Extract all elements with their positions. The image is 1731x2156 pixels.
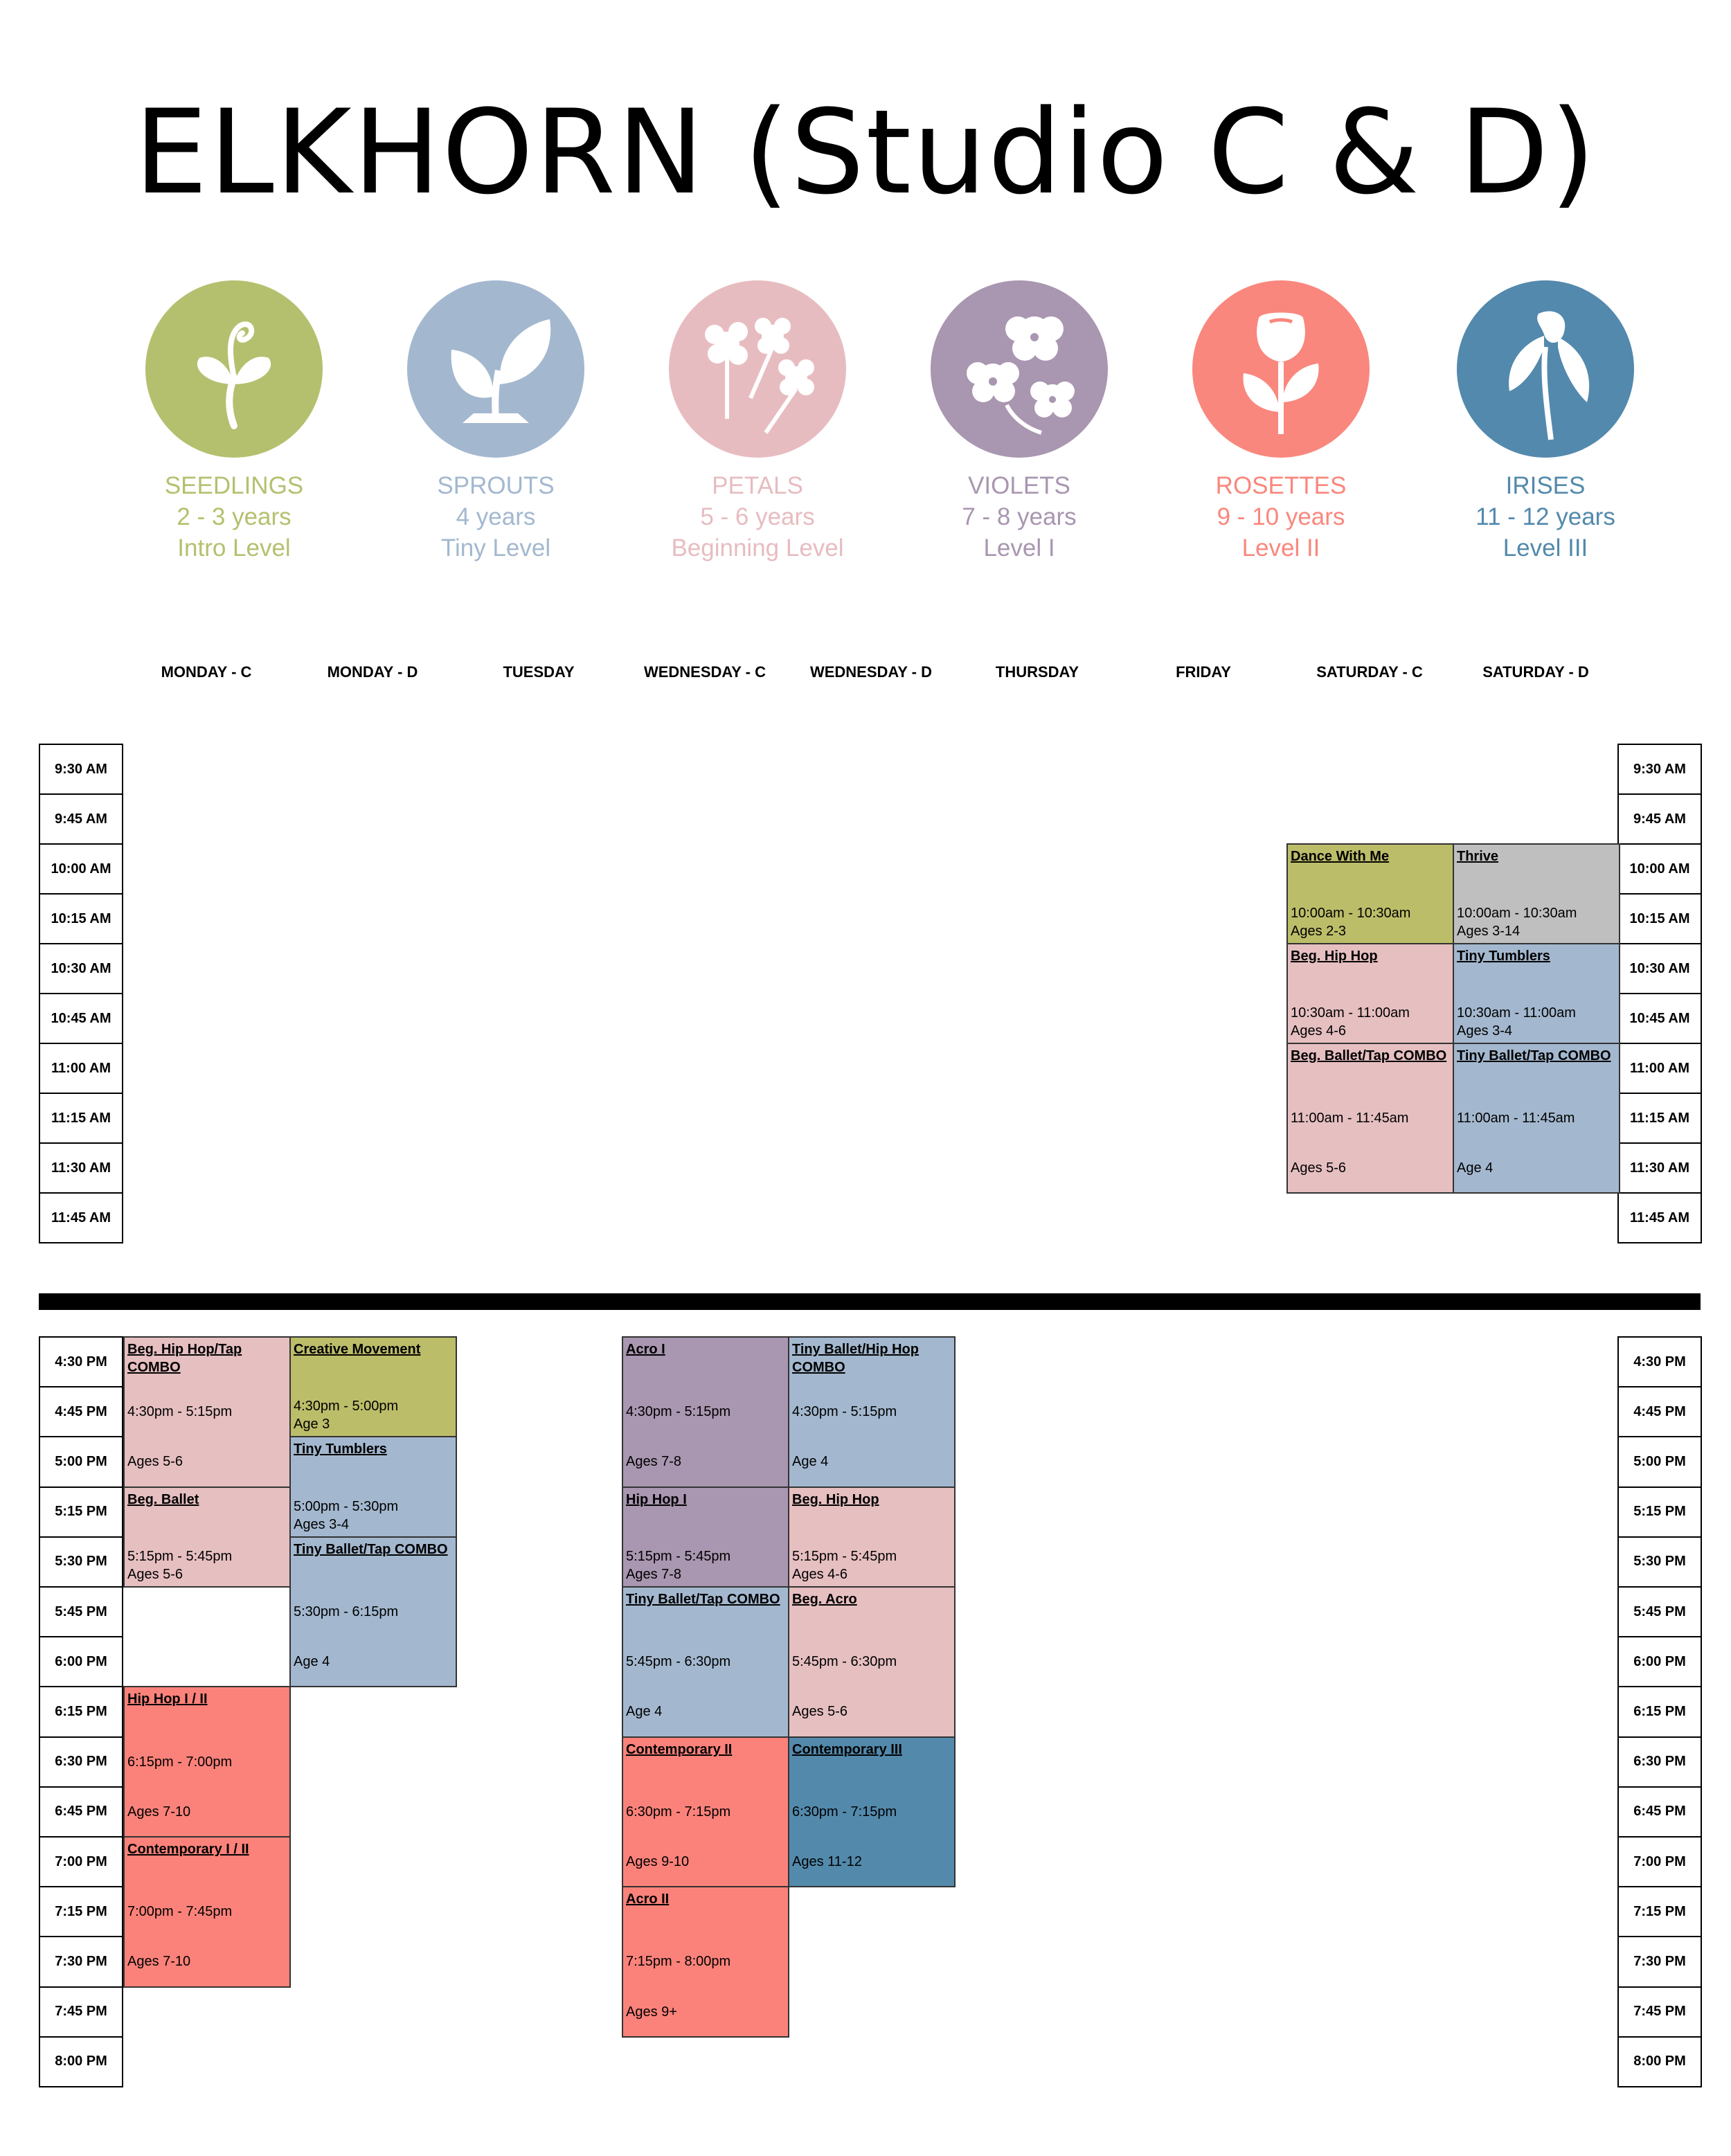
time-slot-left: 6:30 PM — [39, 1736, 123, 1788]
time-slot-left: 11:30 AM — [39, 1142, 123, 1194]
time-slot-right: 6:00 PM — [1617, 1636, 1702, 1687]
time-slot-right: 11:30 AM — [1617, 1142, 1702, 1194]
level-label: Level II — [1241, 534, 1320, 562]
class-block[interactable] — [622, 1736, 789, 1888]
class-time: 5:45pm - 6:30pm — [626, 1654, 731, 1670]
class-ages: Age 4 — [294, 1654, 330, 1670]
class-block[interactable] — [1453, 843, 1620, 944]
time-slot-left: 7:15 PM — [39, 1886, 123, 1937]
class-ages: Ages 9+ — [626, 2004, 677, 2020]
class-name: Hip Hop I — [626, 1491, 687, 1507]
class-ages: Ages 7-10 — [127, 1804, 191, 1820]
time-slot-right: 5:30 PM — [1617, 1536, 1702, 1588]
class-ages: Ages 9-10 — [626, 1853, 690, 1869]
class-name: Tiny Tumblers — [294, 1441, 387, 1457]
class-name: Beg. Hip Hop — [792, 1491, 879, 1507]
day-header-wednesday-c: WEDNESDAY - C — [643, 663, 766, 681]
level-name: SPROUTS — [437, 472, 555, 499]
class-ages: Ages 3-4 — [294, 1516, 350, 1532]
class-ages: Ages 7-8 — [626, 1566, 682, 1582]
class-ages: Ages 11-12 — [792, 1853, 862, 1869]
class-block[interactable] — [1286, 1043, 1454, 1194]
class-name: Beg. Hip Hop — [1291, 949, 1378, 964]
class-name: Contemporary II — [626, 1741, 733, 1757]
class-block[interactable] — [289, 1436, 457, 1537]
time-slot-right: 10:15 AM — [1617, 893, 1702, 944]
class-block[interactable] — [289, 1536, 457, 1688]
class-name: Beg. Hip Hop/Tap COMBO — [127, 1342, 242, 1375]
day-header-monday-d: MONDAY - D — [327, 663, 418, 681]
rose-icon — [1192, 280, 1370, 458]
level-ages: 11 - 12 years — [1476, 503, 1615, 530]
class-ages: Ages 5-6 — [127, 1566, 183, 1582]
day-header-saturday-c: SATURDAY - C — [1316, 663, 1423, 681]
class-name: Contemporary III — [792, 1741, 902, 1757]
class-name: Tiny Ballet/Hip Hop COMBO — [792, 1342, 919, 1375]
class-ages: Ages 3-14 — [1457, 924, 1521, 939]
class-block[interactable] — [123, 1486, 291, 1588]
day-header-thursday: THURSDAY — [995, 663, 1079, 681]
class-time: 5:30pm - 6:15pm — [294, 1603, 399, 1619]
time-slot-left: 6:15 PM — [39, 1686, 123, 1737]
class-ages: Age 4 — [1457, 1160, 1494, 1176]
level-irises — [1442, 280, 1649, 564]
time-slot-left: 5:00 PM — [39, 1436, 123, 1487]
class-time: 4:30pm - 5:00pm — [294, 1399, 399, 1414]
class-name: Beg. Acro — [792, 1592, 857, 1607]
class-block[interactable] — [123, 1836, 291, 1988]
level-ages: 9 - 10 years — [1217, 503, 1345, 530]
class-block[interactable] — [1453, 943, 1620, 1044]
class-block[interactable] — [622, 1586, 789, 1738]
class-time: 4:30pm - 5:15pm — [127, 1404, 233, 1420]
time-slot-right: 11:45 AM — [1617, 1192, 1702, 1243]
time-slot-right: 8:00 PM — [1617, 2036, 1702, 2087]
class-time: 5:45pm - 6:30pm — [792, 1654, 897, 1670]
class-block[interactable] — [622, 1336, 789, 1488]
class-time: 4:30pm - 5:15pm — [792, 1404, 897, 1420]
time-slot-left: 6:45 PM — [39, 1786, 123, 1838]
time-slot-left: 10:45 AM — [39, 993, 123, 1044]
class-ages: Ages 7-10 — [127, 1954, 191, 1970]
level-violets — [915, 280, 1123, 564]
time-slot-left: 5:45 PM — [39, 1586, 123, 1637]
class-ages: Ages 4-6 — [792, 1566, 848, 1582]
class-time: 6:15pm - 7:00pm — [127, 1754, 233, 1770]
time-slot-left: 9:45 AM — [39, 793, 123, 845]
class-name: Contemporary I / II — [127, 1842, 249, 1857]
class-ages: Age 4 — [792, 1454, 829, 1470]
time-slot-left: 5:15 PM — [39, 1486, 123, 1538]
day-header-saturday-d: SATURDAY - D — [1482, 663, 1589, 681]
time-slot-right: 10:00 AM — [1617, 843, 1702, 895]
time-slot-right: 9:30 AM — [1617, 744, 1702, 795]
time-slot-right: 6:15 PM — [1617, 1686, 1702, 1737]
class-name: Beg. Ballet — [127, 1491, 199, 1507]
level-sprouts — [392, 280, 600, 564]
violet-flowers-icon — [931, 280, 1108, 458]
class-time: 7:00pm - 7:45pm — [127, 1904, 233, 1920]
class-time: 6:30pm - 7:15pm — [792, 1804, 897, 1820]
class-ages: Age 3 — [294, 1417, 330, 1432]
class-time: 10:00am - 10:30am — [1291, 906, 1411, 921]
class-time: 6:30pm - 7:15pm — [626, 1804, 731, 1820]
time-slot-left: 11:15 AM — [39, 1093, 123, 1144]
class-time: 7:15pm - 8:00pm — [626, 1954, 731, 1970]
class-block[interactable] — [788, 1736, 956, 1888]
class-name: Tiny Ballet/Tap COMBO — [1457, 1048, 1611, 1063]
class-name: Thrive — [1457, 849, 1499, 864]
class-block[interactable] — [788, 1336, 956, 1488]
petals-flowers-icon — [669, 280, 846, 458]
class-name: Tiny Ballet/Tap COMBO — [294, 1541, 448, 1557]
time-slot-right: 6:45 PM — [1617, 1786, 1702, 1838]
class-ages: Ages 5-6 — [127, 1454, 183, 1470]
time-slot-left: 7:30 PM — [39, 1936, 123, 1987]
level-name: IRISES — [1505, 472, 1586, 499]
level-rosettes — [1177, 280, 1385, 564]
level-seedlings — [130, 280, 338, 564]
level-petals — [654, 280, 861, 564]
time-slot-right: 4:45 PM — [1617, 1386, 1702, 1437]
time-slot-left: 10:30 AM — [39, 943, 123, 994]
time-slot-right: 5:45 PM — [1617, 1586, 1702, 1637]
time-slot-right: 7:45 PM — [1617, 1986, 1702, 2038]
class-time: 11:00am - 11:45am — [1457, 1111, 1575, 1126]
class-name: Tiny Ballet/Tap COMBO — [626, 1592, 780, 1607]
time-slot-right: 10:45 AM — [1617, 993, 1702, 1044]
level-label: Level I — [983, 534, 1055, 562]
class-time: 10:30am - 11:00am — [1457, 1005, 1576, 1021]
class-block[interactable] — [1286, 843, 1454, 944]
class-block[interactable] — [123, 1686, 291, 1838]
day-header-monday-c: MONDAY - C — [161, 663, 252, 681]
sprout-icon — [407, 280, 584, 458]
class-name: Dance With Me — [1291, 849, 1390, 864]
time-slot-right: 5:00 PM — [1617, 1436, 1702, 1487]
level-ages: 5 - 6 years — [700, 503, 815, 530]
time-slot-right: 5:15 PM — [1617, 1486, 1702, 1538]
class-time: 5:15pm - 5:45pm — [127, 1548, 233, 1564]
level-name: VIOLETS — [968, 472, 1070, 499]
time-slot-right: 4:30 PM — [1617, 1336, 1702, 1387]
class-block[interactable] — [1286, 943, 1454, 1044]
level-ages: 2 - 3 years — [177, 503, 292, 530]
time-slot-left: 9:30 AM — [39, 744, 123, 795]
time-slot-left: 7:00 PM — [39, 1836, 123, 1887]
time-slot-left: 5:30 PM — [39, 1536, 123, 1588]
section-divider — [39, 1293, 1701, 1310]
level-ages: 4 years — [456, 503, 536, 530]
time-slot-right: 6:30 PM — [1617, 1736, 1702, 1788]
time-slot-left: 10:00 AM — [39, 843, 123, 895]
level-name: PETALS — [712, 472, 803, 499]
class-ages: Ages 3-4 — [1457, 1023, 1513, 1039]
class-block[interactable] — [622, 1486, 789, 1588]
class-time: 10:00am - 10:30am — [1457, 906, 1577, 921]
class-ages: Ages 5-6 — [792, 1704, 848, 1720]
level-ages: 7 - 8 years — [962, 503, 1077, 530]
class-block[interactable] — [788, 1586, 956, 1738]
time-slot-right: 10:30 AM — [1617, 943, 1702, 994]
class-ages: Ages 4-6 — [1291, 1023, 1347, 1039]
class-name: Hip Hop I / II — [127, 1691, 208, 1707]
time-slot-left: 6:00 PM — [39, 1636, 123, 1687]
class-name: Tiny Tumblers — [1457, 949, 1550, 964]
day-header-wednesday-d: WEDNESDAY - D — [809, 663, 933, 681]
class-time: 4:30pm - 5:15pm — [626, 1404, 731, 1420]
level-label: Level III — [1503, 534, 1588, 562]
class-time: 5:15pm - 5:45pm — [792, 1548, 897, 1564]
class-ages: Ages 2-3 — [1291, 924, 1347, 939]
time-slot-left: 8:00 PM — [39, 2036, 123, 2087]
time-slot-left: 10:15 AM — [39, 893, 123, 944]
class-block[interactable] — [289, 1336, 457, 1437]
class-time: 5:15pm - 5:45pm — [626, 1548, 731, 1564]
time-slot-left: 11:00 AM — [39, 1043, 123, 1094]
class-time: 5:00pm - 5:30pm — [294, 1498, 399, 1514]
day-header-tuesday: TUESDAY — [503, 663, 575, 681]
class-name: Creative Movement — [294, 1342, 421, 1357]
class-time: 11:00am - 11:45am — [1291, 1111, 1409, 1126]
class-name: Acro II — [626, 1892, 670, 1907]
level-label: Beginning Level — [671, 534, 844, 562]
time-slot-right: 9:45 AM — [1617, 793, 1702, 845]
class-block[interactable] — [622, 1886, 789, 2038]
class-name: Beg. Ballet/Tap COMBO — [1291, 1048, 1447, 1063]
time-slot-left: 7:45 PM — [39, 1986, 123, 2038]
time-slot-left: 4:30 PM — [39, 1336, 123, 1387]
seedling-icon — [145, 280, 323, 458]
level-label: Tiny Level — [440, 534, 551, 562]
time-slot-right: 11:00 AM — [1617, 1043, 1702, 1094]
time-slot-right: 7:30 PM — [1617, 1936, 1702, 1987]
class-block[interactable] — [788, 1486, 956, 1588]
day-header-friday: FRIDAY — [1176, 663, 1231, 681]
level-label: Intro Level — [177, 534, 291, 562]
level-name: SEEDLINGS — [164, 472, 304, 499]
time-slot-right: 7:15 PM — [1617, 1886, 1702, 1937]
class-ages: Age 4 — [626, 1704, 663, 1720]
iris-icon — [1457, 280, 1634, 458]
class-ages: Ages 7-8 — [626, 1454, 682, 1470]
time-slot-left: 4:45 PM — [39, 1386, 123, 1437]
time-slot-right: 11:15 AM — [1617, 1093, 1702, 1144]
class-block[interactable] — [123, 1336, 291, 1488]
class-ages: Ages 5-6 — [1291, 1160, 1347, 1176]
time-slot-right: 7:00 PM — [1617, 1836, 1702, 1887]
class-block[interactable] — [1453, 1043, 1620, 1194]
class-time: 10:30am - 11:00am — [1291, 1005, 1410, 1021]
page-title: ELKHORN (Studio C & D) — [134, 84, 1597, 220]
time-slot-left: 11:45 AM — [39, 1192, 123, 1243]
level-name: ROSETTES — [1215, 472, 1347, 499]
class-name: Acro I — [626, 1342, 665, 1357]
